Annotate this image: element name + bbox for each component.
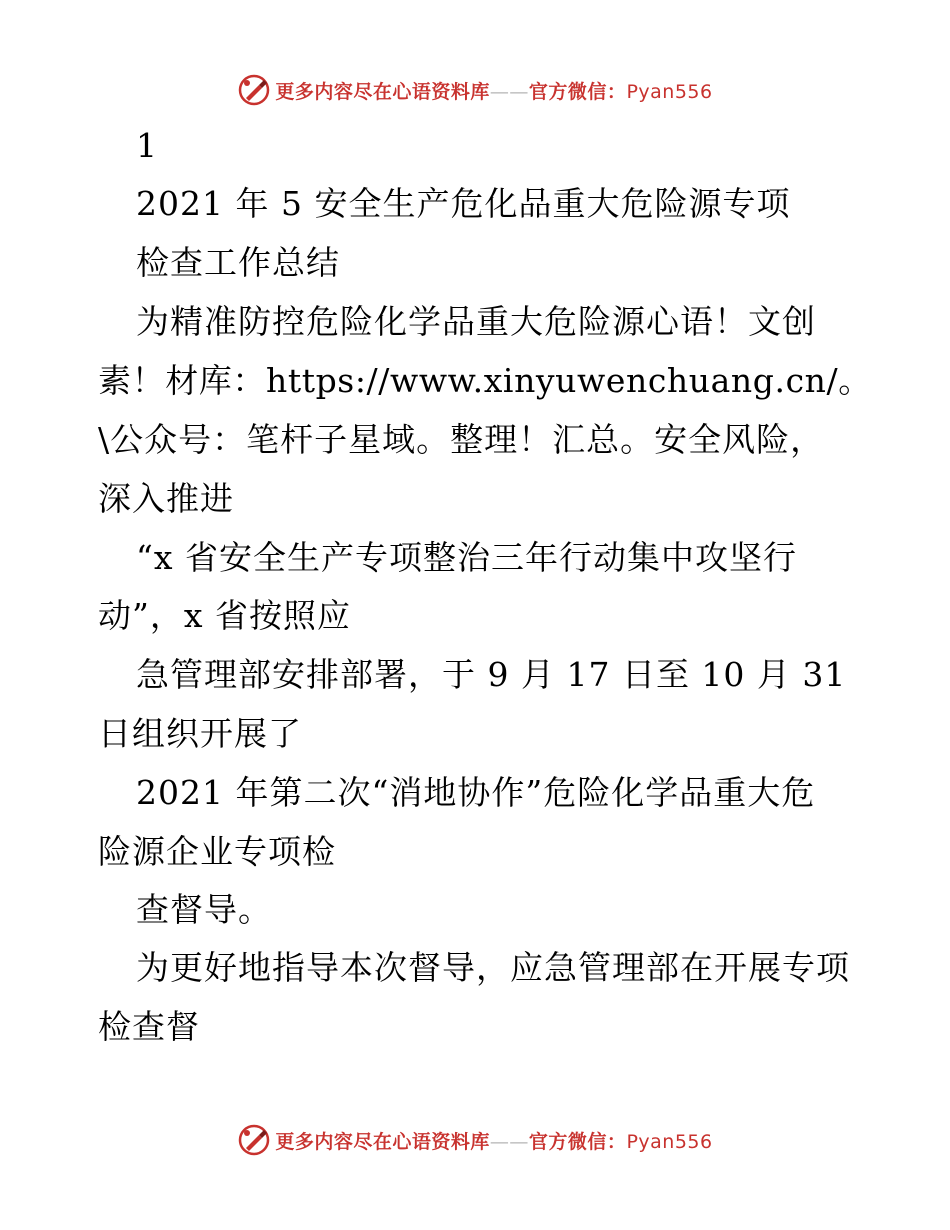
footer-banner-text [275,1127,712,1154]
page-number: 1 [136,126,158,165]
paragraph-line: 素！材库：https://www.xinyuwenchuang.cn/。 [98,361,872,400]
header-banner-wechat-id: Pyan556 [626,80,713,103]
paragraph-line: 为精准防控危险化学品重大危险源心语！文创 [136,302,816,341]
footer-banner [0,1120,950,1160]
paragraph-line: 日组织开展了 [98,714,302,753]
footer-banner-wechat-label: 官方微信： [528,1130,627,1153]
paragraph-line: 急管理部安排部署，于 9 月 17 日至 10 月 31 [136,655,847,694]
paragraph-line: 查督导。 [136,890,272,929]
paragraph-line: \公众号：笔杆子星域。整理！汇总。安全风险， [98,420,825,459]
pen-logo-icon [237,1123,271,1157]
paragraph-line: 险源企业专项检 [98,832,336,871]
header-banner-dash: —— [489,80,529,103]
paragraph-line: 检查督 [98,1007,200,1046]
paragraph-line: 为更好地指导本次督导，应急管理部在开展专项 [136,948,850,987]
paragraph-line: 2021 年第二次“消地协作”危险化学品重大危 [136,773,816,812]
document-title-line-1: 2021 年 5 安全生产危化品重大危险源专项 [136,184,791,223]
header-banner-title: 更多内容尽在心语资料库 [275,80,490,103]
document-title-line-2: 检查工作总结 [136,243,340,282]
footer-banner-dash: —— [489,1130,529,1153]
footer-banner-wechat-id: Pyan556 [626,1130,713,1153]
paragraph-line: 动”，x 省按照应 [98,596,351,635]
header-banner-wechat-label: 官方微信： [528,80,627,103]
paragraph-line: 深入推进 [98,479,234,518]
paragraph-line: “x 省安全生产专项整治三年行动集中攻坚行 [136,538,797,577]
footer-banner-title: 更多内容尽在心语资料库 [275,1130,490,1153]
